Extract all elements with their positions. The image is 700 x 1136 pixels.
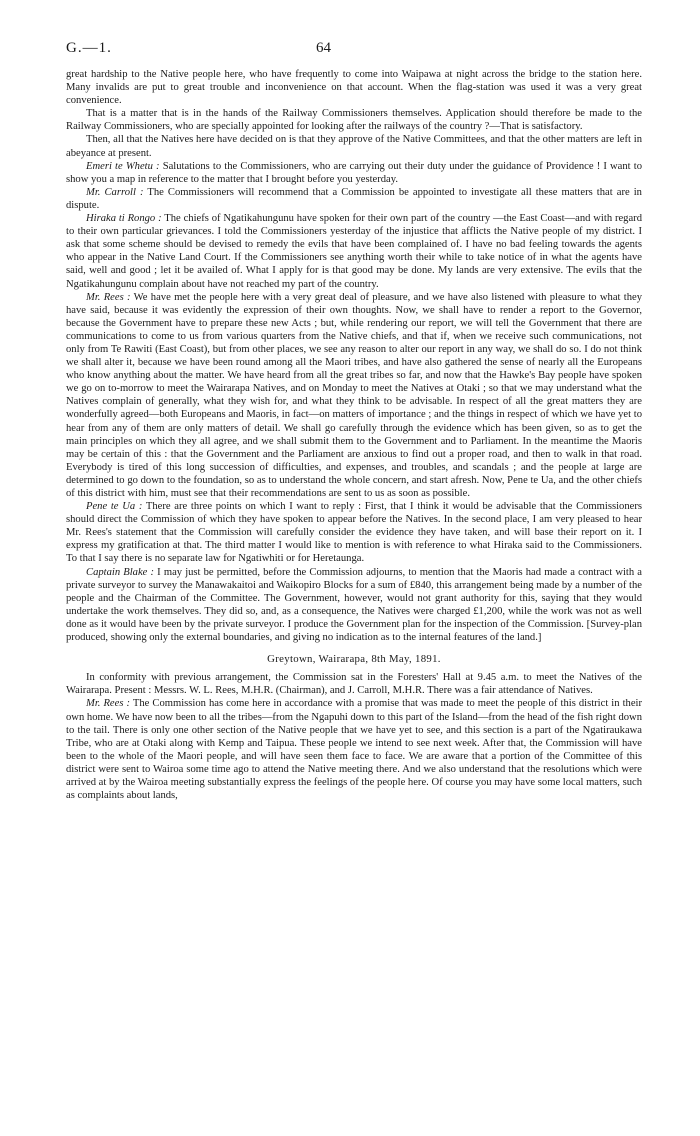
paragraph: [66, 500, 642, 565]
paragraph: [66, 291, 642, 501]
paragraph-text: Then, all that the Natives here have decided on is that they approve of the Native Committees, and that the other matters are left in abeyance at present.: [66, 134, 642, 159]
speaker-name: Mr. Rees :: [86, 291, 131, 303]
speaker-name: Hiraka ti Rongo :: [86, 213, 162, 225]
paragraph: [66, 68, 642, 107]
paragraph: [66, 566, 642, 645]
paragraph-text: We have met the people here with a very great deal of pleasure, and we have also listened with pleasure to what they have said, because it was evidently the expression of their own thoughts. Now, we shall have to render a report to the Governor, because the Government have to prepare these new Acts ; but, while rendering our report, we will tell the Government that there are communications to come to us from various quarters from the Native chiefs, and that if, when we receive such communications, not only from Te Rawiti (East Coast), but from other places, we see any reason to alter our report in any way, we shall do so. I do not think we shall alter it, because we have been round among all the Maori tribes, and have also gathered the sense of nearly all the Europeans who know anything about the matter. We have heard from all the great tribes so far, and now that the Hawke's Bay people have spoken we go on to-morrow to meet the Wairarapa Natives, and on Monday to meet the Natives at Otaki ; so that we may understand what the Natives complain of generally, what they wish for, and what they think to be advisable. In respect of all the great matters they are wonderfully agreed—both Europeans and Maoris, in fact—on matters of importance ; and the things in respect of which we have yet to hear from any of them are only matters of detail. We shall go carefully through the evidence which has been given, so as to get the main principles on which they all agree, and we shall submit them to the Government and to Parliament. In the meantime the Maoris may be certain of this : that the Government and the Parliament are anxious to find out a proper road, and then to walk in that road. Everybody is tired of this long succession of difficulties, and expenses, and troubles, and scandals ; and the people at large are determined to go down to the foundation, so as to understand the whole concern, and start afresh. Now, Pene te Ua, and the other chiefs of this district with him, must see that their recommendations are sent to us as soon as possible.: [66, 291, 642, 499]
paragraph: [66, 133, 642, 159]
section-reference: G.—1.: [66, 40, 112, 56]
paragraph: [66, 697, 642, 802]
paragraph: [66, 107, 642, 133]
paragraph-text: There are three points on which I want to reply : First, that I think it would be advisable that the Commissioners should direct the Commission of which they have spoken to appear before the Natives. In the second place, I am very pleased to hear Mr. Rees's statement that the Commission will carefully consider the evidence they have taken, and will base their report on it. I express my gratification at that. The third matter I would like to mention is with reference to what Hiraka said to the Commissioners. To that I say there is no separate law for Ngatiwhiti or for Heretaunga.: [66, 501, 642, 565]
paragraph: [66, 160, 642, 186]
paragraph: [66, 212, 642, 291]
paragraph-text: In conformity with previous arrangement, the Commission sat in the Foresters' Hall at 9.45 a.m. to meet the Natives of the Wairarapa. Present : Messrs. W. L. Rees, M.H.R. (Chairman), and J. Carroll, M.H.R. There was a fair attendance of Natives.: [66, 672, 642, 697]
speaker-name: Emeri te Whetu :: [86, 160, 160, 172]
speaker-name: Mr. Carroll :: [86, 186, 144, 198]
paragraph: [66, 671, 642, 697]
speaker-name: Pene te Ua :: [86, 501, 143, 513]
body-text: [66, 68, 642, 802]
paragraph-text: The Commission has come here in accordance with a promise that was made to meet the people of this district in their own home. We have now been to all the tribes—from the Ngapuhi down to this part of the Island—from the head of the fish right down to the tail. There is only one other section of the Native people that we have yet to see, and this section is a part of the Ngatiraukawa Tribe, who are at Otaki along with Kemp and Taipua. These people we intend to see next week. After that, the Commission will have been to the whole of the Maori people, and will have seen them face to face. We are aware that a portion of the Committee of this district were sent to Wairoa some time ago to attend the Native meeting there. And we also understand that the resolutions which were arrived at by the Wairoa meeting substantially express the feelings of the people here. Of course you may have some local matters, such as complaints about lands,: [66, 698, 642, 802]
paragraph-text: I may just be permitted, before the Commission adjourns, to mention that the Maoris had made a contract with a private surveyor to survey the Manawakaitoi and Waikopiro Blocks for a sum of £840, this arrangement being made by a number of the people and the Chairman of the Committee. The Government, however, would not grant authority for this, saying that they would undertake the work themselves. They did so, and, as a consequence, the Natives were charged £1,200, while the work was not as well done as it would have been by the private surveyor. I produce the Government plan for the inspection of the Commission. [Survey-plan produced, showing only the external boundaries, and giving no indication as to the internal features of the land.]: [66, 566, 642, 644]
speaker-name: Mr. Rees :: [86, 698, 131, 710]
speaker-name: Captain Blake :: [86, 566, 155, 578]
paragraph-text: Salutations to the Commissioners, who are carrying out their duty under the guidance of Providence ! I want to show you a map in reference to the matter that I brought before you yesterday.: [66, 160, 643, 185]
paragraph-text: The chiefs of Ngatikahungunu have spoken for their own part of the country —the East Coast—and with regard to their own particular grievances. I told the Commissioners yesterday of the injustice that afflicts the Native people of my district. I ask that some scheme should be devised to remedy the evils that have been complained of. I have no bad feeling towards the agents who appear in the Native Land Court. If the Commissioners see anything worth their while to take notice of in what the agents have said, well and good ; let it be availed of. What I apply for is that good may be done. My lands are very extensive. The evils that the Ngatikahungunu complain about have not reached my part of the country.: [66, 213, 643, 290]
paragraph: [66, 186, 642, 212]
paragraph-text: That is a matter that is in the hands of the Railway Commissioners themselves. Application should therefore be made to the Railway Commissioners, who are specially appointed for looking after the railways of the country ?—That is satisfactory.: [66, 108, 642, 133]
paragraph-text: great hardship to the Native people here, who have frequently to come into Waipawa at night across the bridge to the station here. Many invalids are put to great trouble and inconvenience on that account. When the flag-station was used it was a very great convenience.: [66, 69, 642, 107]
session-dateline: Greytown, Wairarapa, 8th May, 1891.: [267, 653, 441, 666]
paragraph-text: The Commissioners will recommend that a Commission be appointed to investigate all these matters that are in dispute.: [66, 186, 642, 211]
page-header: [66, 40, 642, 68]
page-number: 64: [316, 40, 331, 56]
